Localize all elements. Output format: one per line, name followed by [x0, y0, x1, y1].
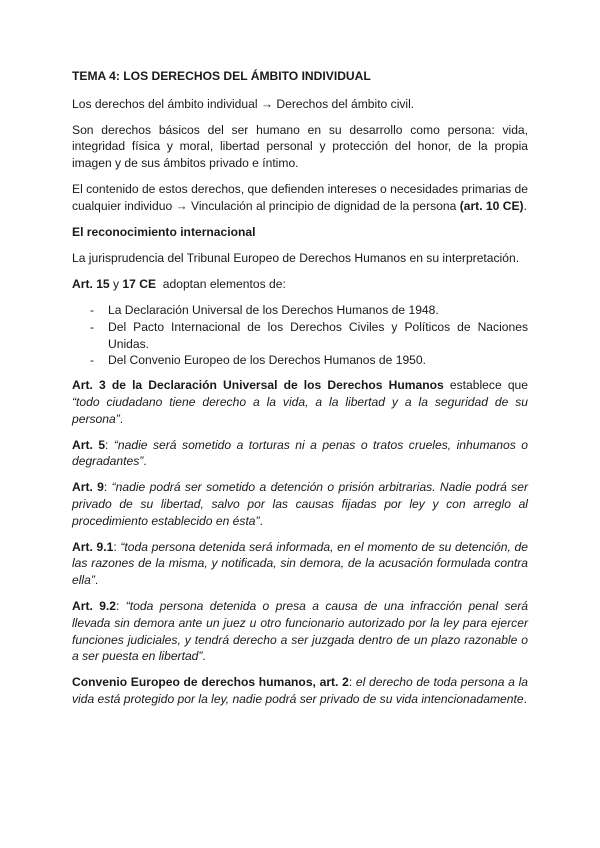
intro-paragraph: Los derechos del ámbito individual → Derechos del ámbito civil. [72, 96, 415, 111]
art-3-verb: establece que [443, 378, 528, 393]
convenio-end: . [523, 691, 527, 706]
art-9-sep: : [103, 480, 112, 495]
art-9-1-label: Art. 9.1 [72, 539, 114, 554]
art-3-quote: “todo ciudadano tiene derecho a la vida, a la libertad y a la seguridad de su persona” [72, 394, 528, 426]
art-9-2-end: . [202, 649, 206, 664]
list-item-text: La Declaración Universal de los Derechos Humanos de 1948. [108, 302, 439, 317]
content-text: El contenido de estos derechos, que defienden intereses o necesidades primarias de cualquier individuo → Vinculación al principio de dignidad de la persona [72, 181, 528, 213]
art-9-2-paragraph [72, 598, 528, 665]
art-9-label: Art. 9 [72, 480, 104, 495]
list-item [72, 319, 528, 353]
convenio-label: Convenio Europeo de derechos humanos, art. 2 [72, 675, 349, 690]
bullet-dash: - [90, 353, 95, 368]
convenio-quote: el derecho de toda persona a la vida está protegido por la ley, nadie podrá ser privado de su vida intencionadamente [72, 675, 528, 706]
art-9-1-quote: “toda persona detenida será informada, en el momento de su detención, de las razones de la misma, y notificada, sin demora, de la acusación formulada contra ella” [72, 539, 528, 588]
art-5-label: Art. 5 [72, 437, 106, 452]
basic-rights-paragraph: Son derechos básicos del ser humano en su desarrollo como persona: vida, integridad física y moral, libertad personal y protección del honor, de la propia imagen y de sus ámbitos privado e íntimo. [72, 122, 528, 171]
art-9-2-label: Art. 9.2 [72, 598, 117, 613]
art-5-end: . [143, 454, 147, 469]
list-item [72, 352, 528, 369]
art-3-paragraph [72, 377, 528, 427]
art-9-2-quote: “toda persona detenida o presa a causa de una infracción penal será llevada sin demora ante un juez u otro funcionario autorizado por la ley para ejercer funciones judiciales, y tendrá derecho a ser juzgada dentro de un plazo razonable o a ser puesta en libertad” [72, 598, 528, 664]
jurisprudence-paragraph: La jurisprudencia del Tribunal Europeo de Derechos Humanos en su interpretación. [72, 251, 520, 266]
art-9-1-sep: : [113, 539, 121, 554]
list-item-text: Del Convenio Europeo de los Derechos Humanos de 1950. [108, 353, 426, 368]
art-15-label: Art. 15 [72, 277, 110, 292]
art-9-2-sep: : [116, 598, 126, 613]
section-heading: El reconocimiento internacional [72, 224, 256, 239]
art-5-sep: : [105, 437, 114, 452]
document-title: TEMA 4: LOS DERECHOS DEL ÁMBITO INDIVIDUAL [72, 69, 371, 83]
list-item-text: Del Pacto Internacional de los Derechos Civiles y Políticos de Naciones Unidas. [108, 319, 528, 351]
list-item [72, 302, 528, 319]
bullet-dash: - [90, 302, 95, 317]
art-9-end: . [259, 513, 263, 528]
art-9-quote: “nadie podrá ser sometido a detención o prisión arbitrarias. Nadie podrá ser privado de su libertad, salvo por las causas fijadas por ley y con arreglo al procedimiento establecido en ésta” [72, 480, 528, 528]
art-3-end: . [119, 411, 124, 426]
articles-conj: y [109, 277, 123, 292]
articles-line [72, 276, 528, 293]
art-9-paragraph [72, 479, 528, 529]
content-paragraph [72, 181, 528, 215]
articles-rest: adoptan elementos de: [156, 277, 286, 292]
art-3-label: Art. 3 de la Declaración Universal de los Derechos Humanos [72, 378, 444, 393]
convenio-paragraph [72, 674, 528, 708]
article-10-reference: (art. 10 CE) [459, 198, 524, 213]
art-5-paragraph [72, 437, 528, 471]
art-9-1-paragraph [72, 539, 528, 589]
convenio-sep: : [348, 675, 356, 690]
art-9-1-end: . [94, 573, 99, 588]
content-end: . [523, 198, 527, 213]
bullet-dash: - [90, 319, 95, 334]
art-17-label: 17 CE [122, 277, 157, 292]
art-5-quote: “nadie será sometido a torturas ni a penas o tratos crueles, inhumanos o degradantes” [72, 437, 528, 469]
sources-list [72, 302, 528, 369]
